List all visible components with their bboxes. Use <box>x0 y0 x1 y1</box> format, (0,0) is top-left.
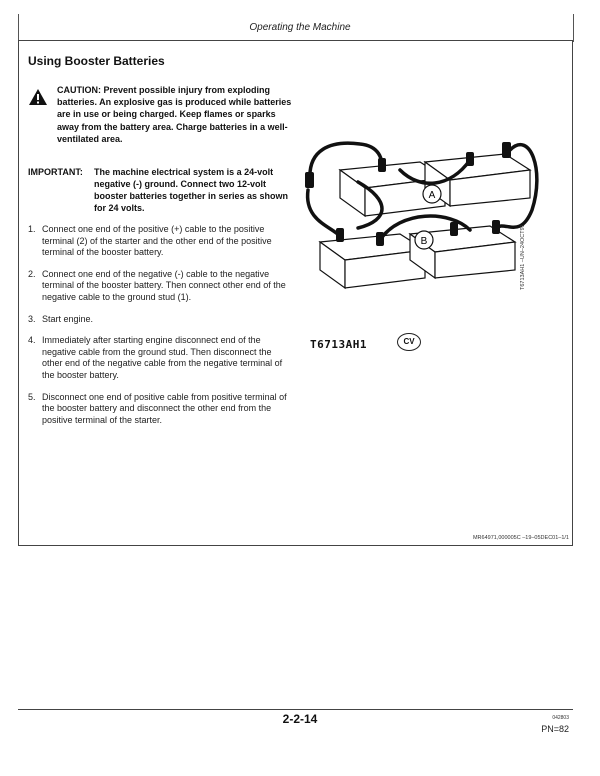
step-number: 4. <box>28 335 36 346</box>
figure-badge: CV <box>397 333 421 351</box>
section-title: Using Booster Batteries <box>28 54 165 68</box>
callout-a <box>423 185 441 203</box>
step-text: Disconnect one end of positive cable from positive terminal of the booster battery and disconnect the other end from the positive terminal of the starter. <box>42 391 287 425</box>
important-label: IMPORTANT: <box>28 167 83 177</box>
footer-small-code: 042803 <box>552 715 569 721</box>
footer-pn: PN=82 <box>541 724 569 734</box>
step-item <box>28 314 288 326</box>
step-item <box>28 224 288 259</box>
footer-rule <box>18 709 573 710</box>
step-number: 5. <box>28 391 36 402</box>
warning-triangle-icon <box>28 88 48 106</box>
battery-top-right <box>425 154 530 206</box>
step-text: Start engine. <box>42 313 94 324</box>
svg-text:B: B <box>420 236 428 247</box>
step-text: Connect one end of the negative (-) cable to the negative terminal of the booster battery. Then connect other end of the negative cable to the ground stud (1). <box>42 268 286 302</box>
page-number: 2-2-14 <box>282 712 318 726</box>
svg-text:A: A <box>428 190 436 201</box>
step-text: Immediately after starting engine disconnect end of the negative cable from the ground stud. Then disconnect the other end of the negative cable from the negative terminal of the booster battery. <box>42 335 283 380</box>
caution-text: CAUTION: Prevent possible injury from exploding batteries. An explosive gas is produced while batteries are in use or being charged. Keep flames or sparks away from the battery area. Charge batteries in a well-ventilated area. <box>57 85 292 144</box>
callout-b <box>415 231 433 249</box>
step-number: 1. <box>28 224 36 234</box>
step-number: 2. <box>28 268 36 279</box>
step-text: Connect one end of the positive (+) cable to the positive terminal (2) of the starter and the other end of the positive terminal of the booster battery. <box>42 224 272 258</box>
battery-bottom-left <box>320 234 425 288</box>
important-text: The machine electrical system is a 24-volt negative (-) ground. Connect two 12-volt booster batteries together in series as shown for 24 volts. <box>94 167 289 213</box>
instruction-steps <box>28 224 288 436</box>
running-header: Operating the Machine <box>249 22 351 33</box>
step-item <box>28 335 288 381</box>
reference-code: MR64971,000005C –19–05DEC01–1/1 <box>472 535 569 541</box>
figure-code: T6713AH1 <box>310 338 367 351</box>
booster-battery-diagram <box>300 130 540 300</box>
step-item <box>28 269 288 304</box>
step-number: 3. <box>28 313 36 324</box>
figure-side-code: T6713AH1 –UN–24OCT91 <box>520 224 526 290</box>
step-item <box>28 392 288 427</box>
